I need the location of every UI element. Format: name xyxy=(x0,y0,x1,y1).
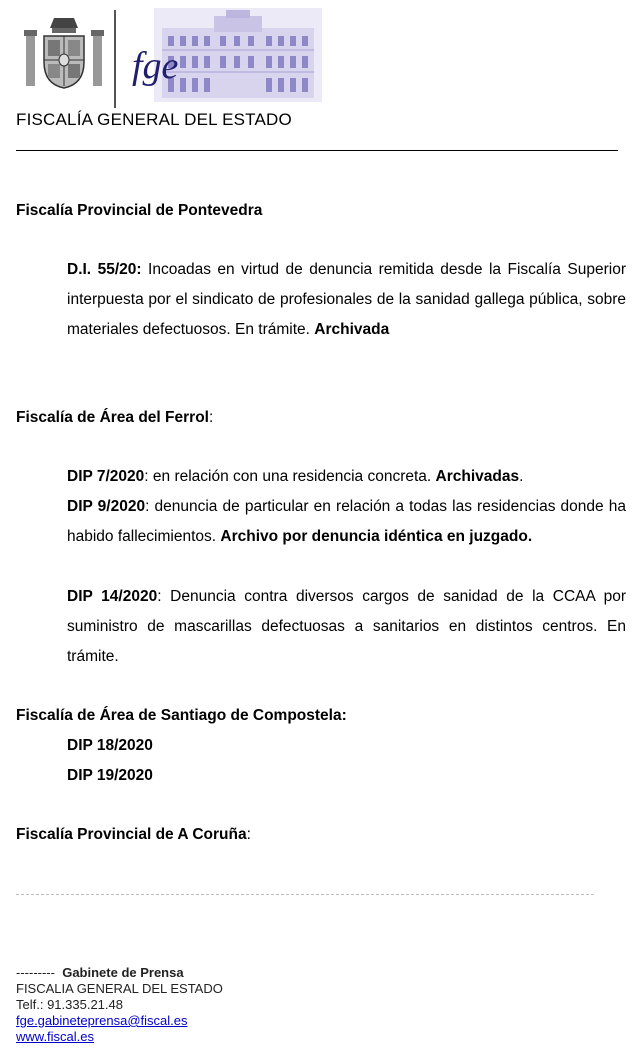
santiago-case-ref: DIP 19/2020 xyxy=(67,767,153,784)
building-image xyxy=(154,8,322,102)
case-ref: DIP 9/2020 xyxy=(67,498,146,515)
case-ref: DIP 14/2020 xyxy=(67,588,158,605)
ferrol-title-colon: : xyxy=(208,409,214,426)
ferrol-title-text: Fiscalía de Área del Ferrol xyxy=(16,409,209,426)
case-status: Archivo por denuncia idéntica en juzgado. xyxy=(220,528,533,545)
website-link[interactable]: www.fiscal.es xyxy=(16,1029,95,1044)
case-tail: . xyxy=(519,468,524,485)
org-name: FISCALÍA GENERAL DEL ESTADO xyxy=(16,110,292,129)
footer-press-line xyxy=(16,965,223,981)
section-title-ferrol xyxy=(16,403,213,433)
press-office: Gabinete de Prensa xyxy=(62,965,184,980)
header-divider xyxy=(114,10,116,108)
case-text: : denuncia de particular en relación a todas las residencias donde ha habido fallecimientos. xyxy=(67,498,626,545)
case-text: Incoadas en virtud de denuncia remitida desde la Fiscalía Superior interpuesta por el sindicato de profesionales de la sanidad gallega pública, sobre materiales defectuosos. En trámite. xyxy=(67,261,626,338)
ferrol-item xyxy=(67,492,626,552)
section-title-santiago: Fiscalía de Área de Santiago de Compostela: xyxy=(16,707,347,724)
santiago-case-ref: DIP 18/2020 xyxy=(67,737,153,754)
footer-org: FISCALIA GENERAL DEL ESTADO xyxy=(16,981,223,996)
section-title-pontevedra: Fiscalía Provincial de Pontevedra xyxy=(16,202,263,219)
pontevedra-paragraph xyxy=(67,255,626,345)
case-text: : en relación con una residencia concreta. xyxy=(144,468,436,485)
ferrol-item xyxy=(67,462,626,492)
separator-line xyxy=(16,894,594,895)
coruna-title-colon: : xyxy=(246,826,251,843)
case-ref: D.I. 55/20: xyxy=(67,261,142,278)
coruna-title-text: Fiscalía Provincial de A Coruña xyxy=(16,826,247,843)
case-text: : Denuncia contra diversos cargos de sanidad de la CCAA por suministro de mascarillas defectuosas a sanitarios en distintos centros. En trámite. xyxy=(67,588,626,665)
coat-of-arms-logo xyxy=(24,14,104,94)
case-ref: DIP 7/2020 xyxy=(67,468,145,485)
footer xyxy=(16,965,223,1045)
header-rule xyxy=(16,150,618,151)
footer-phone: Telf.: 91.335.21.48 xyxy=(16,997,123,1012)
section-title-coruna xyxy=(16,820,251,850)
footer-dashes: --------- xyxy=(16,965,55,980)
case-status: Archivada xyxy=(314,321,390,338)
ferrol-item xyxy=(67,582,626,672)
fge-logo-text: fge xyxy=(132,45,179,87)
case-status: Archivadas xyxy=(435,468,520,485)
email-link[interactable]: fge.gabineteprensa@fiscal.es xyxy=(16,1013,188,1028)
